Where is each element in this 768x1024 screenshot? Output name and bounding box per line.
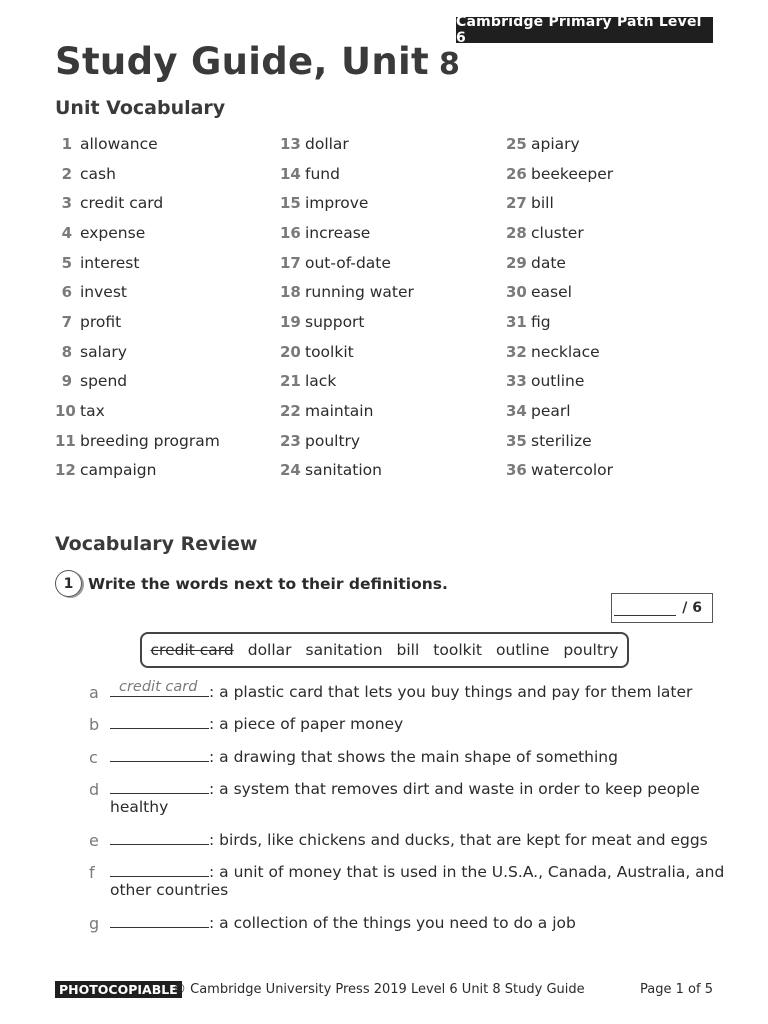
vocab-word: expense [80, 223, 146, 242]
vocab-item [506, 307, 613, 337]
vocab-number: 8 [61, 342, 72, 361]
vocab-word: cash [80, 164, 116, 183]
vocab-column-3 [506, 129, 613, 485]
level-badge: Cambridge Primary Path Level 6 [456, 17, 713, 43]
definition-body [110, 777, 729, 816]
vocab-number: 13 [280, 134, 301, 153]
definition-letter: g [89, 914, 100, 933]
vocab-item [280, 456, 414, 486]
answer-blank[interactable] [110, 745, 209, 762]
vocab-item [55, 277, 220, 307]
vocab-word: allowance [80, 134, 158, 153]
vocab-item [55, 159, 220, 189]
vocab-number: 32 [506, 342, 527, 361]
word-bank [140, 632, 629, 668]
vocab-word: out-of-date [305, 253, 391, 272]
vocab-number: 5 [61, 253, 72, 272]
vocab-number: 7 [61, 312, 72, 331]
page-footer [55, 981, 713, 999]
word-bank-item: dollar [247, 641, 292, 659]
score-blank[interactable] [614, 601, 676, 616]
definition-text: : a collection of the things you need to do a job [209, 914, 576, 932]
vocab-item [55, 396, 220, 426]
vocab-number: 11 [55, 431, 76, 450]
vocab-item [55, 456, 220, 486]
vocab-number: 31 [506, 312, 527, 331]
answer-blank[interactable] [110, 712, 209, 729]
definition-body [110, 828, 729, 849]
definition-item [89, 860, 729, 899]
vocabulary-review-heading: Vocabulary Review [55, 533, 258, 555]
vocab-item [55, 367, 220, 397]
vocab-word: outline [531, 372, 585, 391]
vocab-item [280, 396, 414, 426]
vocab-word: support [305, 312, 365, 331]
vocab-word: necklace [531, 342, 600, 361]
vocab-word: campaign [80, 461, 157, 480]
vocab-number: 26 [506, 164, 527, 183]
definitions-list [89, 680, 729, 932]
definition-text: : a plastic card that lets you buy things and pay for them later [209, 683, 693, 701]
page-number: Page 1 of 5 [640, 982, 713, 997]
vocab-word: maintain [305, 402, 374, 421]
vocab-word: profit [80, 312, 122, 331]
definition-letter: b [89, 715, 100, 734]
vocab-item [280, 188, 414, 218]
vocab-word: pearl [531, 402, 571, 421]
vocab-item [280, 277, 414, 307]
vocab-number: 10 [55, 402, 76, 421]
answer-blank[interactable] [110, 911, 209, 928]
unit-number: 8 [438, 47, 461, 82]
vocab-column-2 [280, 129, 414, 485]
vocab-item [506, 159, 613, 189]
definition-text: : a piece of paper money [209, 715, 404, 733]
vocab-number: 23 [280, 431, 301, 450]
word-bank-item: bill [396, 641, 420, 659]
definition-letter: e [89, 831, 99, 850]
vocab-word: fund [305, 164, 340, 183]
vocab-number: 27 [506, 194, 527, 213]
vocab-item [55, 337, 220, 367]
vocab-number: 20 [280, 342, 301, 361]
vocab-word: easel [531, 283, 572, 302]
vocab-word: increase [305, 223, 371, 242]
definition-body [110, 712, 729, 733]
vocab-item [55, 188, 220, 218]
unit-vocabulary-heading: Unit Vocabulary [55, 97, 226, 119]
definition-item [89, 911, 729, 932]
vocab-word: poultry [305, 431, 361, 450]
vocab-number: 33 [506, 372, 527, 391]
vocab-item [506, 426, 613, 456]
vocab-number: 12 [55, 461, 76, 480]
vocab-word: cluster [531, 223, 584, 242]
vocab-item [280, 426, 414, 456]
definition-item [89, 680, 729, 701]
definition-item [89, 777, 729, 816]
word-bank-item: credit card [150, 641, 234, 659]
vocab-item [280, 218, 414, 248]
vocab-word: breeding program [80, 431, 220, 450]
vocab-word: spend [80, 372, 128, 391]
vocab-number: 6 [61, 283, 72, 302]
definition-body [110, 860, 729, 899]
vocab-column-1 [55, 129, 220, 485]
vocab-item [55, 129, 220, 159]
definition-letter: d [89, 780, 100, 799]
score-total: / 6 [682, 600, 702, 616]
vocab-item [280, 337, 414, 367]
vocab-number: 25 [506, 134, 527, 153]
vocab-number: 28 [506, 223, 527, 242]
definition-body [110, 745, 729, 766]
definition-item [89, 828, 729, 849]
vocab-word: salary [80, 342, 127, 361]
vocab-number: 16 [280, 223, 301, 242]
vocab-number: 29 [506, 253, 527, 272]
copyright-text: © Cambridge University Press 2019 Level 6 Unit 8 Study Guide [173, 982, 585, 997]
definition-text: : a unit of money that is used in the U.S.A., Canada, Australia, and other countries [110, 863, 725, 899]
vocab-item [506, 188, 613, 218]
vocab-word: watercolor [531, 461, 613, 480]
vocab-item [506, 396, 613, 426]
vocab-number: 22 [280, 402, 301, 421]
definition-letter: a [89, 683, 99, 702]
vocab-word: toolkit [305, 342, 354, 361]
vocab-item [55, 307, 220, 337]
word-bank-item: poultry [563, 641, 619, 659]
vocab-number: 18 [280, 283, 301, 302]
vocab-word: apiary [531, 134, 580, 153]
vocab-item [280, 248, 414, 278]
vocab-word: invest [80, 283, 127, 302]
vocab-item [506, 277, 613, 307]
definition-text: : a system that removes dirt and waste in order to keep people healthy [110, 780, 700, 816]
vocab-number: 19 [280, 312, 301, 331]
vocab-number: 24 [280, 461, 301, 480]
vocab-word: date [531, 253, 566, 272]
vocab-word: interest [80, 253, 140, 272]
vocab-number: 21 [280, 372, 301, 391]
vocab-word: improve [305, 194, 369, 213]
vocab-number: 3 [61, 194, 72, 213]
vocab-word: bill [531, 194, 554, 213]
answer-blank[interactable] [110, 680, 209, 697]
definition-body [110, 911, 729, 932]
vocab-number: 15 [280, 194, 301, 213]
vocab-number: 1 [61, 134, 72, 153]
vocab-item [55, 218, 220, 248]
vocab-item [506, 218, 613, 248]
vocab-word: sanitation [305, 461, 382, 480]
word-bank-item: outline [496, 641, 550, 659]
vocab-number: 9 [61, 372, 72, 391]
vocab-item [280, 367, 414, 397]
vocab-number: 34 [506, 402, 527, 421]
photocopiable-label: PHOTOCOPIABLE [55, 981, 182, 998]
vocab-item [506, 367, 613, 397]
vocab-item [280, 307, 414, 337]
definition-item [89, 745, 729, 766]
definition-item [89, 712, 729, 733]
vocab-number: 17 [280, 253, 301, 272]
vocab-item [506, 337, 613, 367]
answer-blank[interactable] [110, 860, 209, 877]
definition-text: : birds, like chickens and ducks, that are kept for meat and eggs [209, 831, 708, 849]
word-bank-item: sanitation [305, 641, 383, 659]
definition-body [110, 680, 729, 701]
vocab-item [506, 129, 613, 159]
vocab-number: 4 [61, 223, 72, 242]
vocab-number: 2 [61, 164, 72, 183]
vocab-word: beekeeper [531, 164, 614, 183]
answer-blank[interactable] [110, 777, 209, 794]
vocab-item [280, 129, 414, 159]
vocab-word: running water [305, 283, 414, 302]
vocab-word: credit card [80, 194, 164, 213]
vocab-word: sterilize [531, 431, 592, 450]
definition-text: : a drawing that shows the main shape of something [209, 748, 618, 766]
vocab-item [55, 426, 220, 456]
vocab-number: 36 [506, 461, 527, 480]
vocab-word: fig [531, 312, 551, 331]
vocab-word: dollar [305, 134, 349, 153]
page-title [55, 40, 460, 83]
score-box [611, 593, 713, 623]
vocab-item [55, 248, 220, 278]
vocab-word: tax [80, 402, 105, 421]
vocab-number: 30 [506, 283, 527, 302]
vocab-number: 14 [280, 164, 301, 183]
vocab-item [506, 248, 613, 278]
definition-letter: c [89, 748, 98, 767]
vocab-number: 35 [506, 431, 527, 450]
exercise-instruction: Write the words next to their definitions. [88, 575, 448, 593]
answer-text: credit card [119, 679, 198, 695]
answer-blank[interactable] [110, 828, 209, 845]
vocab-item [506, 456, 613, 486]
page-title-text: Study Guide, Unit [55, 40, 429, 83]
vocab-item [280, 159, 414, 189]
vocab-word: lack [305, 372, 337, 391]
word-bank-item: toolkit [433, 641, 483, 659]
exercise-number-badge: 1 [55, 570, 82, 597]
definition-letter: f [89, 863, 95, 882]
